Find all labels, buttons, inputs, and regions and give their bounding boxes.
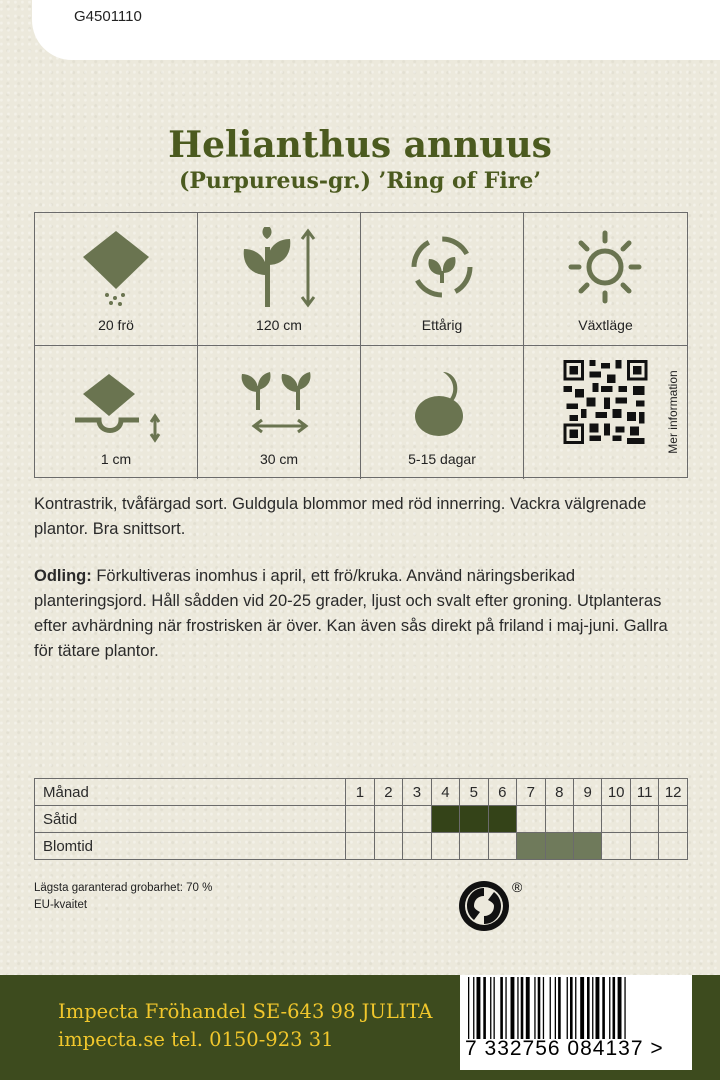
calendar-header-row (35, 779, 688, 806)
cultivation-heading: Odling: (34, 567, 92, 585)
month-9: 9 (573, 779, 601, 806)
sku-code: G4501110 (74, 8, 142, 25)
sowing-cell (460, 806, 488, 833)
sowing-cell (374, 806, 402, 833)
month-12: 12 (659, 779, 688, 806)
germination-label: 5-15 dagar (408, 451, 476, 467)
info-grid (34, 212, 688, 478)
bloom-cell (374, 833, 402, 860)
bloom-row (35, 833, 688, 860)
sowing-cell (517, 806, 545, 833)
bloom-cell (346, 833, 374, 860)
sowing-cell (659, 806, 688, 833)
species-title: Helianthus annuus (168, 124, 552, 166)
sowing-depth-label: 1 cm (100, 451, 132, 467)
sowing-cell (573, 806, 601, 833)
plant-spacing-icon (232, 360, 327, 444)
bloom-cell (630, 833, 658, 860)
month-5: 5 (460, 779, 488, 806)
bloom-row-label: Blomtid (35, 833, 346, 860)
month-7: 7 (517, 779, 545, 806)
sowing-row-label: Såtid (35, 806, 346, 833)
eu-quality: EU-kvaitet (34, 899, 88, 911)
green-dot-recycle-icon (458, 878, 522, 934)
bloom-cell (517, 833, 545, 860)
calendar-table (34, 778, 688, 860)
cell-position (524, 213, 687, 346)
sowing-depth-icon (69, 360, 164, 444)
bloom-cell (602, 833, 630, 860)
bloom-cell (488, 833, 516, 860)
description: Kontrastrik, tvåfärgad sort. Guldgula blommor med röd innerring. Vackra välgrenade plantor. Bra snittsort. (34, 495, 647, 538)
calendar-header-label: Månad (35, 779, 346, 806)
cell-spacing (198, 346, 361, 479)
barcode (460, 975, 692, 1070)
cell-seed-count (35, 213, 198, 346)
germination-icon (395, 360, 490, 444)
germination-rate: Lägsta garanterad grobarhet: 70 % (34, 882, 213, 894)
sowing-cell (630, 806, 658, 833)
sowing-cell (346, 806, 374, 833)
barcode-number: 7 332756 084137 > (465, 1037, 664, 1060)
cell-sowing-depth (35, 346, 198, 479)
spacing-label: 30 cm (259, 451, 299, 467)
bloom-cell (545, 833, 573, 860)
month-6: 6 (488, 779, 516, 806)
cell-lifecycle (361, 213, 524, 346)
cultivation (34, 564, 688, 664)
bloom-cell (573, 833, 601, 860)
registered-mark: ® (512, 879, 522, 895)
sowing-cell (488, 806, 516, 833)
month-10: 10 (602, 779, 630, 806)
footer-contact[interactable]: impecta.se tel. 0150-923 31 (58, 1028, 334, 1051)
month-2: 2 (374, 779, 402, 806)
bloom-cell (460, 833, 488, 860)
sun-icon (558, 227, 653, 311)
plant-height-icon (232, 227, 327, 311)
cell-height (198, 213, 361, 346)
month-11: 11 (630, 779, 658, 806)
barcode-bars-icon (468, 977, 674, 1039)
month-4: 4 (431, 779, 459, 806)
sowing-row (35, 806, 688, 833)
annual-cycle-icon (395, 227, 490, 311)
height-label: 120 cm (256, 317, 302, 333)
more-info-vertical (663, 352, 683, 472)
month-8: 8 (545, 779, 573, 806)
more-info-label: Mer information (666, 370, 680, 454)
bloom-cell (659, 833, 688, 860)
sowing-cell (602, 806, 630, 833)
seed-count-label: 20 frö (98, 317, 134, 333)
seed-packet-icon (69, 227, 164, 311)
cell-germination (361, 346, 524, 479)
qr-code-icon[interactable] (558, 360, 653, 444)
variety-subtitle: (Purpureus-gr.) ’Ring of Fire’ (178, 168, 542, 194)
month-3: 3 (403, 779, 431, 806)
bloom-cell (431, 833, 459, 860)
month-1: 1 (346, 779, 374, 806)
footer-address: Impecta Fröhandel SE-643 98 JULITA (58, 1000, 433, 1023)
position-label: Växtläge (578, 317, 633, 333)
sowing-cell (431, 806, 459, 833)
bloom-cell (403, 833, 431, 860)
cell-qr (524, 346, 687, 479)
quality-info (34, 880, 212, 914)
sowing-cell (545, 806, 573, 833)
sowing-cell (403, 806, 431, 833)
cultivation-text: Förkultiveras inomhus i april, ett frö/kruka. Använd näringsberikad planteringsjord. Håll sådden vid 20-25 grader, ljust och svalt efter groning. Utplanteras efter avhärdning när frostrisken är över. Kan även sås direkt på friland i maj-juni. Gallra för tätare plantor. (34, 567, 668, 660)
lifecycle-label: Ettårig (421, 317, 463, 333)
